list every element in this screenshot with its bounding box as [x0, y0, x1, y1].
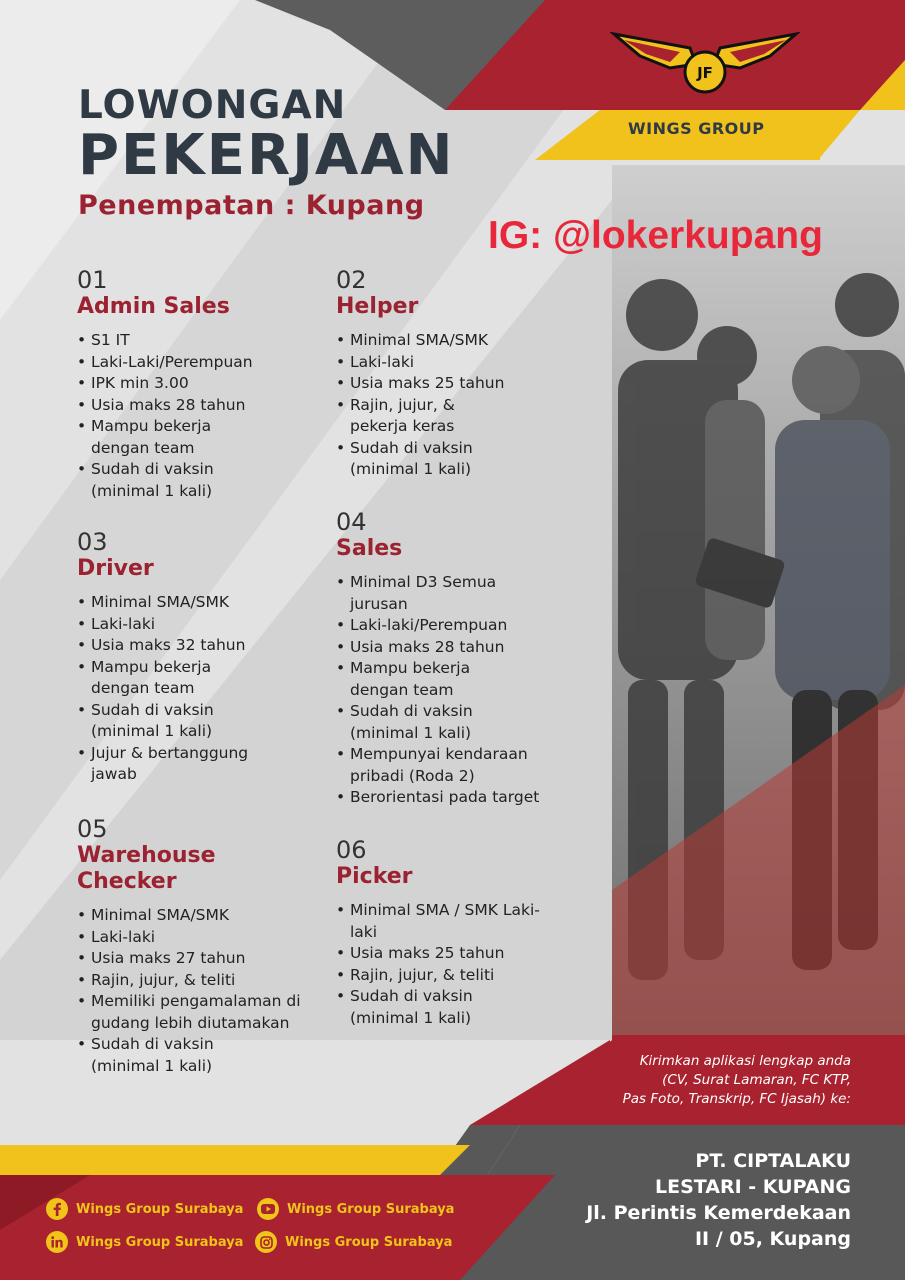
requirement-item: • Laki-laki [77, 614, 337, 636]
requirement-item: • Minimal D3 Semua jurusan [336, 572, 540, 615]
job-block-warehouse-checker [77, 817, 337, 1077]
job-block-driver [77, 530, 337, 786]
requirement-item: • IPK min 3.00 [77, 373, 337, 395]
requirement-item: • Laki-laki/Perempuan [336, 615, 596, 637]
job-block-picker [336, 838, 596, 1029]
requirement-item: • Laki-laki [77, 927, 337, 949]
placement-subtitle: Penempatan : Kupang [78, 190, 425, 221]
requirement-item: • Usia maks 28 tahun [77, 395, 337, 417]
company-line: LESTARI - KUPANG [655, 1176, 851, 1198]
social-label: Wings Group Surabaya [287, 1201, 455, 1217]
requirement-item: • Rajin, jujur, & pekerja keras [336, 395, 490, 438]
requirement-item: • Laki-Laki/Perempuan [77, 352, 337, 374]
apply-line: Kirimkan aplikasi lengkap anda [639, 1053, 851, 1069]
requirement-item: • Rajin, jujur, & teliti [336, 965, 596, 987]
requirement-item: • Usia maks 25 tahun [336, 943, 596, 965]
requirement-item: • Minimal SMA/SMK [77, 592, 337, 614]
job-block-admin-sales [77, 268, 337, 502]
headline-line1: LOWONGAN [78, 83, 347, 128]
winged-emblem-icon [610, 28, 800, 102]
requirement-item: • Mempunyai kendaraan pribadi (Roda 2) [336, 744, 570, 787]
job-title: Driver [77, 556, 154, 581]
requirement-item: • Jujur & bertanggung jawab [77, 743, 291, 786]
requirements-list [336, 572, 596, 809]
job-title: Sales [336, 536, 403, 561]
company-line: PT. CIPTALAKU [695, 1150, 851, 1172]
social-label: Wings Group Surabaya [76, 1234, 244, 1250]
svg-text:JF: JF [697, 64, 713, 82]
social-facebook[interactable] [46, 1198, 243, 1220]
job-title: Helper [336, 294, 419, 319]
requirement-item: • Usia maks 28 tahun [336, 637, 596, 659]
requirement-item: • S1 IT [77, 330, 337, 352]
requirement-item: • Sudah di vaksin (minimal 1 kali) [77, 1034, 251, 1077]
instagram-handle: IG: @lokerkupang [488, 214, 823, 257]
requirement-item: • Berorientasi pada target [336, 787, 620, 809]
youtube-icon [257, 1198, 279, 1220]
instagram-icon [255, 1231, 277, 1253]
job-number: 03 [77, 528, 108, 556]
apply-line: Pas Foto, Transkrip, FC Ijasah) ke: [622, 1091, 851, 1107]
company-address [531, 1148, 851, 1252]
job-block-sales [336, 510, 596, 809]
requirement-item: • Mampu bekerja dengan team [77, 657, 251, 700]
company-line: II / 05, Kupang [694, 1228, 851, 1250]
requirements-list [77, 592, 337, 786]
job-number: 06 [336, 836, 367, 864]
requirement-item: • Usia maks 27 tahun [77, 948, 337, 970]
apply-instructions [551, 1052, 851, 1109]
job-number: 01 [77, 266, 108, 294]
requirements-list [77, 330, 337, 502]
requirement-item: • Minimal SMA/SMK [336, 330, 596, 352]
requirement-item: • Memiliki pengamalaman di gudang lebih diutamakan [77, 991, 321, 1034]
apply-line: (CV, Surat Lamaran, FC KTP, [662, 1072, 851, 1088]
facebook-icon [46, 1198, 68, 1220]
requirement-item: • Usia maks 32 tahun [77, 635, 337, 657]
company-line: Jl. Perintis Kemerdekaan [586, 1202, 851, 1224]
requirements-list [336, 900, 596, 1029]
job-block-helper [336, 268, 596, 481]
requirement-item: • Mampu bekerja dengan team [336, 658, 510, 701]
requirement-item: • Sudah di vaksin (minimal 1 kali) [336, 701, 510, 744]
job-title: Warehouse Checker [77, 843, 216, 894]
requirement-item: • Minimal SMA / SMK Laki-laki [336, 900, 540, 943]
social-youtube[interactable] [257, 1198, 454, 1220]
requirement-item: • Mampu bekerja dengan team [77, 416, 251, 459]
job-number: 05 [77, 815, 108, 843]
requirement-item: • Sudah di vaksin (minimal 1 kali) [336, 438, 510, 481]
headline-line2: PEKERJAAN [78, 123, 455, 188]
requirement-item: • Minimal SMA/SMK [77, 905, 337, 927]
requirement-item: • Sudah di vaksin (minimal 1 kali) [77, 700, 251, 743]
social-label: Wings Group Surabaya [76, 1201, 244, 1217]
job-number: 02 [336, 266, 367, 294]
requirement-item: • Rajin, jujur, & teliti [77, 970, 337, 992]
requirements-list [336, 330, 596, 481]
social-label: Wings Group Surabaya [285, 1234, 453, 1250]
social-linkedin[interactable] [46, 1231, 243, 1253]
requirement-item: • Sudah di vaksin (minimal 1 kali) [336, 986, 510, 1029]
requirement-item: • Sudah di vaksin (minimal 1 kali) [77, 459, 251, 502]
job-title: Admin Sales [77, 294, 230, 319]
job-title: Picker [336, 864, 413, 889]
requirement-item: • Usia maks 25 tahun [336, 373, 596, 395]
job-number: 04 [336, 508, 367, 536]
social-instagram[interactable] [255, 1231, 452, 1253]
requirement-item: • Laki-laki [336, 352, 596, 374]
linkedin-icon [46, 1231, 68, 1253]
brand-name: WINGS GROUP [628, 119, 765, 138]
requirements-list [77, 905, 337, 1077]
